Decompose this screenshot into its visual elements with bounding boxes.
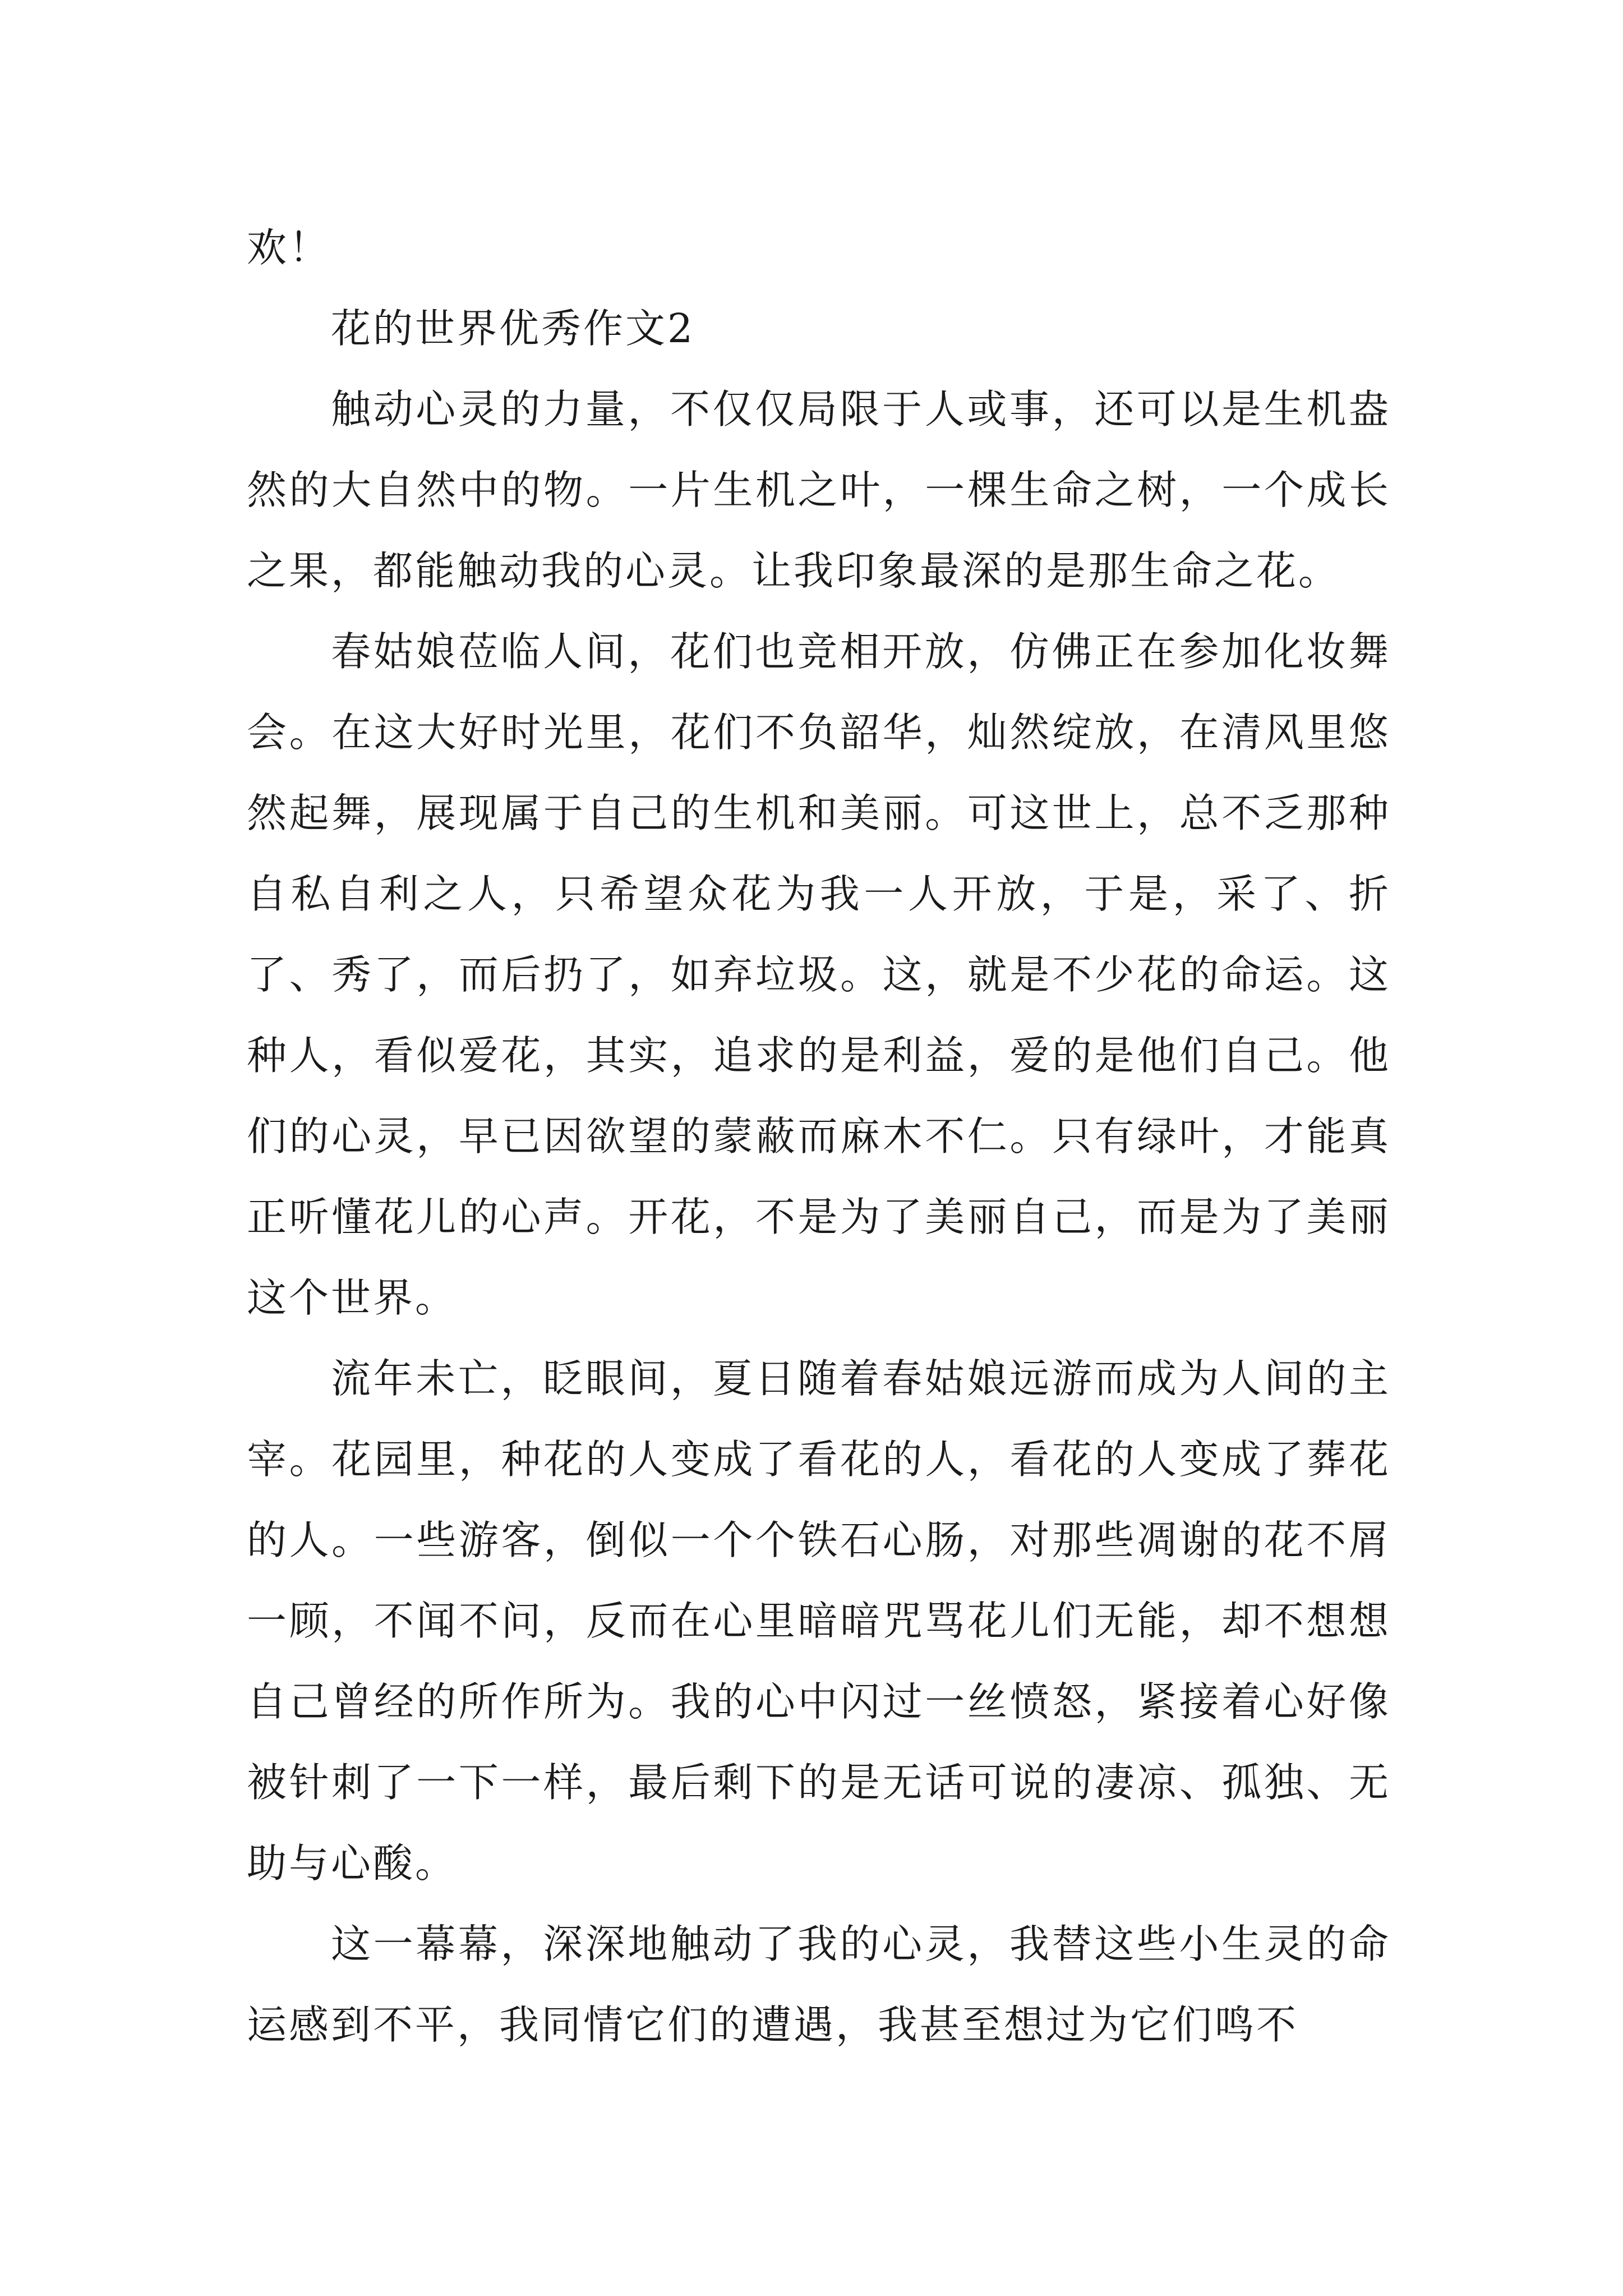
paragraph: 这一幕幕，深深地触动了我的心灵，我替这些小生灵的命运感到不平，我同情它们的遭遇，我甚至想过为它们鸣不	[247, 1921, 1391, 2048]
paragraph-continuation: 欢！	[247, 224, 331, 271]
essay-title: 花的世界优秀作文2	[331, 305, 695, 352]
document-body	[247, 208, 1391, 2065]
paragraph: 流年未亡，眨眼间，夏日随着春姑娘远游而成为人间的主宰。花园里，种花的人变成了看花的人，看花的人变成了葬花的人。一些游客，倒似一个个铁石心肠，对那些凋谢的花不屑一顾，不闻不问，反而在心里暗暗咒骂花儿们无能，却不想想自己曾经的所作所为。我的心中闪过一丝愤怒，紧接着心好像被针刺了一下一样，最后剩下的是无话可说的凄凉、孤独、无助与心酸。	[247, 1355, 1391, 1887]
paragraph: 触动心灵的力量，不仅仅局限于人或事，还可以是生机盎然的大自然中的物。一片生机之叶，一棵生命之树，一个成长之果，都能触动我的心灵。让我印象最深的是那生命之花。	[247, 386, 1391, 594]
paragraph: 春姑娘莅临人间，花们也竞相开放，仿佛正在参加化妆舞会。在这大好时光里，花们不负韶华，灿然绽放，在清风里悠然起舞，展现属于自己的生机和美丽。可这世上，总不乏那种自私自利之人，只希望众花为我一人开放，于是，采了、折了、秀了，而后扔了，如弃垃圾。这，就是不少花的命运。这种人，看似爱花，其实，追求的是利益，爱的是他们自己。他们的心灵，早已因欲望的蒙蔽而麻木不仁。只有绿叶，才能真正听懂花儿的心声。开花，不是为了美丽自己，而是为了美丽这个世界。	[247, 628, 1391, 1321]
